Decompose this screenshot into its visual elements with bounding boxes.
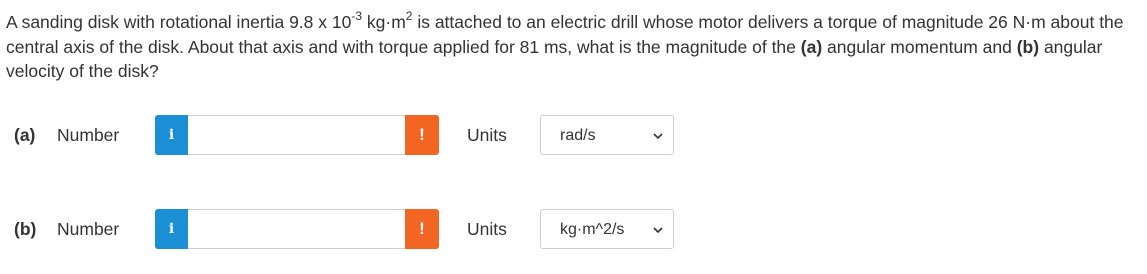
question-text-part: A sanding disk with rotational inertia 9.8 x 10 bbox=[6, 12, 352, 32]
units-label: Units bbox=[467, 219, 507, 239]
number-label: Number bbox=[57, 125, 120, 145]
units-selected-value: rad/s bbox=[560, 127, 596, 144]
question-text bbox=[6, 10, 1142, 84]
number-input[interactable] bbox=[188, 115, 405, 155]
question-text-part: is attached to an electric drill whose motor delivers a torque of magnitude 26 N·m about the central axis of the disk. About that axis and with torque applied for 81 ms, what is the magnitude of the bbox=[6, 12, 1124, 57]
units-select[interactable] bbox=[540, 209, 674, 249]
info-icon[interactable]: i bbox=[155, 209, 188, 249]
part-b-marker: (b) bbox=[1016, 36, 1040, 57]
units-selected-value: kg·m^2/s bbox=[560, 221, 625, 238]
part-label: (a) bbox=[14, 125, 36, 145]
question-text-part: angular momentum and bbox=[822, 36, 1017, 57]
exponent: 2 bbox=[405, 9, 413, 24]
answer-row-b bbox=[0, 209, 1147, 249]
warning-icon[interactable]: ! bbox=[405, 209, 439, 249]
number-label: Number bbox=[57, 219, 120, 239]
chevron-down-icon bbox=[653, 131, 663, 141]
number-input[interactable] bbox=[188, 209, 405, 249]
question-text-part: kg·m bbox=[362, 12, 406, 32]
exponent: -3 bbox=[351, 9, 363, 24]
units-label: Units bbox=[467, 125, 507, 145]
answer-row-a bbox=[0, 115, 1147, 155]
warning-icon[interactable]: ! bbox=[405, 115, 439, 155]
units-select[interactable] bbox=[540, 115, 674, 155]
part-a-marker: (a) bbox=[800, 36, 823, 57]
part-label: (b) bbox=[14, 219, 37, 239]
question-text-part: angular velocity of the disk? bbox=[6, 36, 1103, 81]
info-icon[interactable]: i bbox=[155, 115, 188, 155]
chevron-down-icon bbox=[653, 225, 663, 235]
